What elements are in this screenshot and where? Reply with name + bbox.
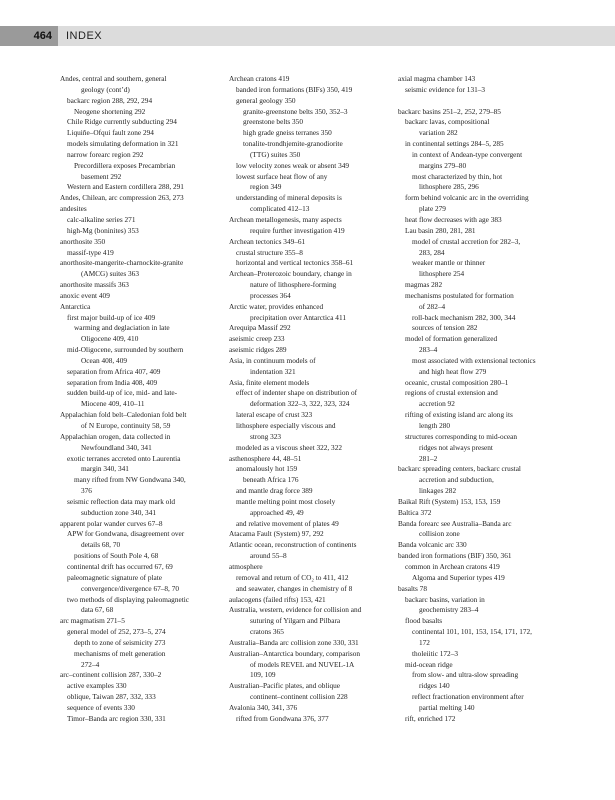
index-entry: Banda forearc see Australia–Banda arc — [398, 518, 512, 528]
index-entry: weaker mantle or thinner — [412, 258, 486, 268]
index-entry: sudden build-up of ice, mid- and late- — [67, 388, 178, 398]
index-entry: continental drift has occurred 67, 69 — [67, 561, 173, 571]
index-entry: processes 364 — [250, 290, 291, 300]
index-entry: backarc basins 251–2, 252, 279–85 — [398, 106, 501, 116]
index-entry: structures corresponding to mid-ocean — [405, 431, 518, 441]
index-entry: tonalite-trondhjemite-granodiorite — [243, 139, 343, 149]
index-entry: greenstone belts 350 — [243, 117, 303, 127]
index-entry: Australian–Antarctica boundary, comparison — [229, 648, 361, 658]
index-entry: axial magma chamber 143 — [398, 74, 476, 83]
index-entry: lowest surface heat flow of any — [236, 171, 328, 181]
index-entry: and seawater, changes in chemistry of 8 — [236, 583, 353, 593]
index-entry: ridges 140 — [419, 681, 450, 691]
index-entry: arc magmatism 271–5 — [60, 616, 125, 626]
index-entry: rifting of existing island arc along its — [405, 410, 513, 420]
index-entry: mechanisms postulated for formation — [405, 290, 514, 300]
index-entry: Ocean 408, 409 — [81, 355, 127, 365]
index-entry: rifted from Gondwana 376, 377 — [236, 713, 329, 723]
index-entry: general model of 252, 273–5, 274 — [67, 627, 166, 637]
index-entry: strong 323 — [250, 431, 282, 441]
index-entry: from slow- and ultra-slow spreading — [412, 670, 519, 680]
index-entry: 272–4 — [81, 659, 100, 669]
index-entry: effect of indenter shape on distribution of — [236, 388, 358, 398]
index-entry: positions of South Pole 4, 68 — [74, 551, 159, 561]
index-entry: exotic terranes accreted onto Laurentia — [67, 453, 181, 463]
index-entry: anoxic event 409 — [60, 290, 110, 300]
index-entry: Baltica 372 — [398, 507, 432, 517]
index-entry: seismic reflection data may mark old — [67, 496, 175, 506]
index-entry: heat flow decreases with age 383 — [405, 214, 502, 224]
index-entry: Chile Ridge currently subducting 294 — [67, 117, 177, 127]
index-entry: Banda volcanic arc 330 — [398, 540, 467, 550]
index-entry: seismic evidence for 131–3 — [405, 84, 486, 94]
index-entry: first major build-up of ice 409 — [67, 312, 156, 322]
index-entry: lithosphere especially viscous and — [236, 421, 336, 430]
index-entry: models simulating deformation in 321 — [67, 139, 179, 149]
index-entry: require further investigation 419 — [250, 225, 345, 235]
index-entry: Miocene 409, 410–11 — [81, 399, 145, 409]
index-entry: aulacogens (failed rifts) 153, 421 — [229, 594, 326, 604]
index-entry: roll-back mechanism 282, 300, 344 — [412, 312, 516, 322]
index-entry: region 349 — [250, 182, 282, 192]
index-entry: massif-type 419 — [67, 247, 114, 257]
index-entry: precipitation over Antarctica 411 — [250, 312, 346, 322]
index-entry: indentation 321 — [250, 366, 296, 376]
index-entry: and mantle drag force 389 — [236, 486, 313, 496]
index-entry: and relative movement of plates 49 — [236, 518, 339, 528]
index-entry: active examples 330 — [67, 681, 127, 691]
index-entry: Baikal Rift (System) 153, 153, 159 — [398, 496, 501, 506]
index-entry: mid-ocean ridge — [405, 659, 453, 669]
index-entry: most characterized by thin, hot — [412, 171, 503, 181]
index-entry: Archean tectonics 349–61 — [229, 236, 306, 246]
index-entry: Liquiñe–Ofqui fault zone 294 — [67, 128, 154, 138]
index-entry: low velocity zones weak or absent 349 — [236, 160, 350, 170]
index-entry: oceanic, crustal composition 280–1 — [405, 377, 509, 387]
index-entry: of models REVEL and NUVEL-1A — [250, 659, 355, 669]
index-entry: Andes, Chilean, arc compression 263, 273 — [60, 193, 184, 203]
index-entry: convergence/divergence 67–8, 70 — [81, 583, 179, 593]
index-entry: backarc basins, variation in — [405, 594, 485, 604]
index-entry: Atlantic ocean, reconstruction of continents — [229, 540, 357, 550]
index-entry: Avalonia 340, 341, 376 — [229, 702, 298, 712]
index-entry: Algoma and Superior types 419 — [412, 572, 505, 582]
index-entry: lithosphere 254 — [419, 269, 465, 279]
index-entry: Antarctica — [60, 301, 91, 311]
index-entry: separation from India 408, 409 — [67, 377, 158, 387]
index-entry: backarc region 288, 292, 294 — [67, 95, 153, 105]
section-title: INDEX — [66, 30, 103, 42]
index-column-1 — [60, 74, 228, 725]
index-entry: banded iron formations (BIFs) 350, 419 — [236, 84, 353, 94]
index-entry: arc–continent collision 287, 330–2 — [60, 670, 162, 680]
index-entry: of N Europe, continuity 58, 59 — [81, 421, 171, 430]
index-entry: banded iron formations (BIF) 350, 361 — [398, 551, 512, 561]
index-entry: two methods of displaying paleomagnetic — [67, 594, 189, 604]
index-entry: model of formation generalized — [405, 334, 498, 344]
index-entry: data 67, 68 — [81, 605, 114, 615]
index-entry: in context of Andean-type convergent — [412, 149, 523, 159]
index-entry: 283, 284 — [419, 247, 445, 257]
index-entry: reflect fractionation environment after — [412, 692, 524, 702]
index-entry: length 280 — [419, 421, 451, 430]
index-entry: most associated with extensional tectonics — [412, 355, 536, 365]
page-number: 464 — [0, 26, 58, 46]
index-entry: Neogene shortening 292 — [74, 106, 146, 116]
index-entry: cratons 365 — [250, 627, 284, 637]
index-entry: 281–2 — [419, 453, 438, 463]
index-entry: flood basalts — [405, 616, 443, 626]
index-entry: aseismic ridges 289 — [229, 345, 287, 355]
index-entry: subduction zone 340, 341 — [81, 507, 156, 517]
index-entry: Australia–Banda arc collision zone 330, 331 — [229, 637, 359, 647]
index-entry: calc-alkaline series 271 — [67, 214, 136, 224]
index-entry: Precordillera exposes Precambrian — [74, 160, 176, 170]
index-entry: atmosphere — [229, 561, 263, 571]
index-entry: Oligocene 409, 410 — [81, 334, 139, 344]
index-entry: 283–4 — [419, 345, 438, 355]
index-entry: high grade gneiss terranes 350 — [243, 128, 332, 138]
index-entry: variation 282 — [419, 128, 458, 138]
index-entry: horizontal and vertical tectonics 358–61 — [236, 258, 354, 268]
index-entry: tholeiitic 172–3 — [412, 648, 459, 658]
index-entry: Australian–Pacific plates, and oblique — [229, 681, 341, 691]
index-entry: asthenosphere 44, 48–51 — [229, 453, 302, 463]
index-entry: (AMCG) suites 363 — [81, 269, 139, 279]
index-entry: 109, 109 — [250, 670, 276, 680]
index-entry: apparent polar wander curves 67–8 — [60, 518, 163, 528]
index-entry: mechanisms of melt generation — [74, 648, 166, 658]
index-entry: Archean cratons 419 — [229, 74, 290, 83]
index-entry: in continental settings 284–5, 285 — [405, 139, 504, 149]
index-entry: Andes, central and southern, general — [60, 74, 167, 83]
index-entry: continental 101, 101, 153, 154, 171, 172, — [412, 627, 532, 637]
index-entry: geochemistry 283–4 — [419, 605, 479, 615]
index-entry: many rifted from NW Gondwana 340, — [74, 475, 186, 485]
index-entry: Appalachian orogen, data collected in — [60, 431, 171, 441]
index-entry: lithosphere 285, 296 — [419, 182, 479, 192]
index-entry: accretion and subduction, — [419, 475, 494, 485]
index-entry: backarc spreading centers, backarc crustal — [398, 464, 521, 474]
index-entry: 172 — [419, 637, 430, 647]
index-entry: crustal structure 355–8 — [236, 247, 303, 257]
index-entry: margin 340, 341 — [81, 464, 129, 474]
index-entry: separation from Africa 407, 409 — [67, 366, 161, 376]
index-entry: modeled as a viscous sheet 322, 322 — [236, 442, 342, 452]
index-entry: lateral escape of crust 323 — [236, 410, 313, 420]
index-entry: magmas 282 — [405, 280, 443, 290]
index-entry: oblique, Taiwan 287, 332, 333 — [67, 692, 156, 702]
index-entry: basalts 78 — [398, 583, 427, 593]
index-entry: andesites — [60, 204, 87, 214]
index-entry: anorthosite 350 — [60, 236, 106, 246]
index-entry: narrow forearc region 292 — [67, 149, 144, 159]
index-entry: Newfoundland 340, 341 — [81, 442, 152, 452]
index-entry: Asia, finite element models — [229, 377, 310, 387]
index-entry: anomalously hot 159 — [236, 464, 298, 474]
index-entry: basement 292 — [81, 171, 122, 181]
index-entry: warming and deglaciation in late — [74, 323, 170, 333]
index-entry: complicated 412–13 — [250, 204, 310, 214]
index-entry: suturing of Yilgarn and Pilbara — [250, 616, 341, 626]
index-entry: APW for Gondwana, disagreement over — [67, 529, 185, 539]
index-entry: 376 — [81, 486, 92, 496]
index-entry: approached 49, 49 — [250, 507, 304, 517]
index-entry: anorthosite-mangerite-charnockite-granite — [60, 258, 184, 268]
index-entry: removal and return of CO₂ to 411, 412 — [236, 572, 349, 582]
index-entry: Western and Eastern cordillera 288, 291 — [67, 182, 184, 192]
index-entry: model of crustal accretion for 282–3, — [412, 236, 521, 246]
index-entry: paleomagnetic signature of plate — [67, 572, 163, 582]
index-entry: Atacama Fault (System) 97, 292 — [229, 529, 324, 539]
index-entry: depth to zone of seismicity 273 — [74, 637, 166, 647]
index-entry: nature of lithosphere-forming — [250, 280, 337, 290]
index-entry: ridges not always present — [419, 442, 493, 452]
index-entry: Arequipa Massif 292 — [229, 323, 291, 333]
index-entry: sources of tension 282 — [412, 323, 478, 333]
index-entry: form behind volcanic arc in the overriding — [405, 193, 529, 203]
index-entry: Timor–Banda arc region 330, 331 — [67, 713, 166, 723]
index-entry: Appalachian fold belt–Caledonian fold belt — [60, 410, 187, 420]
index-entry — [398, 96, 566, 107]
index-entry: collision zone — [419, 529, 460, 539]
index-column-2 — [229, 74, 397, 725]
index-entry: Asia, in continuum models of — [229, 355, 316, 365]
index-entry: Arctic water, provides enhanced — [229, 301, 324, 311]
index-entry: around 55–8 — [250, 551, 287, 561]
index-entry: aseismic creep 233 — [229, 334, 285, 344]
index-entry: rift, enriched 172 — [405, 713, 456, 723]
index-entry: sequence of events 330 — [67, 702, 135, 712]
index-entry: mantle melting point most closely — [236, 496, 336, 506]
index-entry: beneath Africa 176 — [243, 475, 299, 485]
index-entry: anorthosite massifs 363 — [60, 280, 129, 290]
index-entry: common in Archean cratons 419 — [405, 561, 500, 571]
index-entry: linkages 282 — [419, 486, 457, 496]
index-entry: partial melting 140 — [419, 702, 475, 712]
index-entry: understanding of mineral deposits is — [236, 193, 342, 203]
index-entry: Lau basin 280, 281, 281 — [405, 225, 476, 235]
index-entry: Archean–Proterozoic boundary, change in — [229, 269, 352, 279]
running-header — [0, 26, 615, 46]
index-entry: and high heat flow 279 — [419, 366, 487, 376]
index-entry: granite-greenstone belts 350, 352–3 — [243, 106, 348, 116]
index-entry: accretion 92 — [419, 399, 455, 409]
index-entry: plate 279 — [419, 204, 446, 214]
index-entry: Archean metallogenesis, many aspects — [229, 214, 342, 224]
index-entry: backarc lavas, compositional — [405, 117, 490, 127]
index-entry: details 68, 70 — [81, 540, 121, 550]
index-column-3 — [398, 74, 566, 725]
index-entry: mid-Oligocene, surrounded by southern — [67, 345, 184, 355]
index-entry: geology (cont’d) — [81, 84, 130, 94]
index-entry: margins 279–80 — [419, 160, 467, 170]
index-entry: (TTG) suites 350 — [250, 149, 301, 159]
index-entry: of 282–4 — [419, 301, 446, 311]
index-entry: high-Mg (boninites) 353 — [67, 225, 139, 235]
index-entry: Australia, western, evidence for collision and — [229, 605, 362, 615]
index-entry: regions of crustal extension and — [405, 388, 498, 398]
index-entry: deformation 322–3, 322, 323, 324 — [250, 399, 350, 409]
index-entry: continent–continent collision 228 — [250, 692, 348, 702]
index-entry: general geology 350 — [236, 95, 296, 105]
